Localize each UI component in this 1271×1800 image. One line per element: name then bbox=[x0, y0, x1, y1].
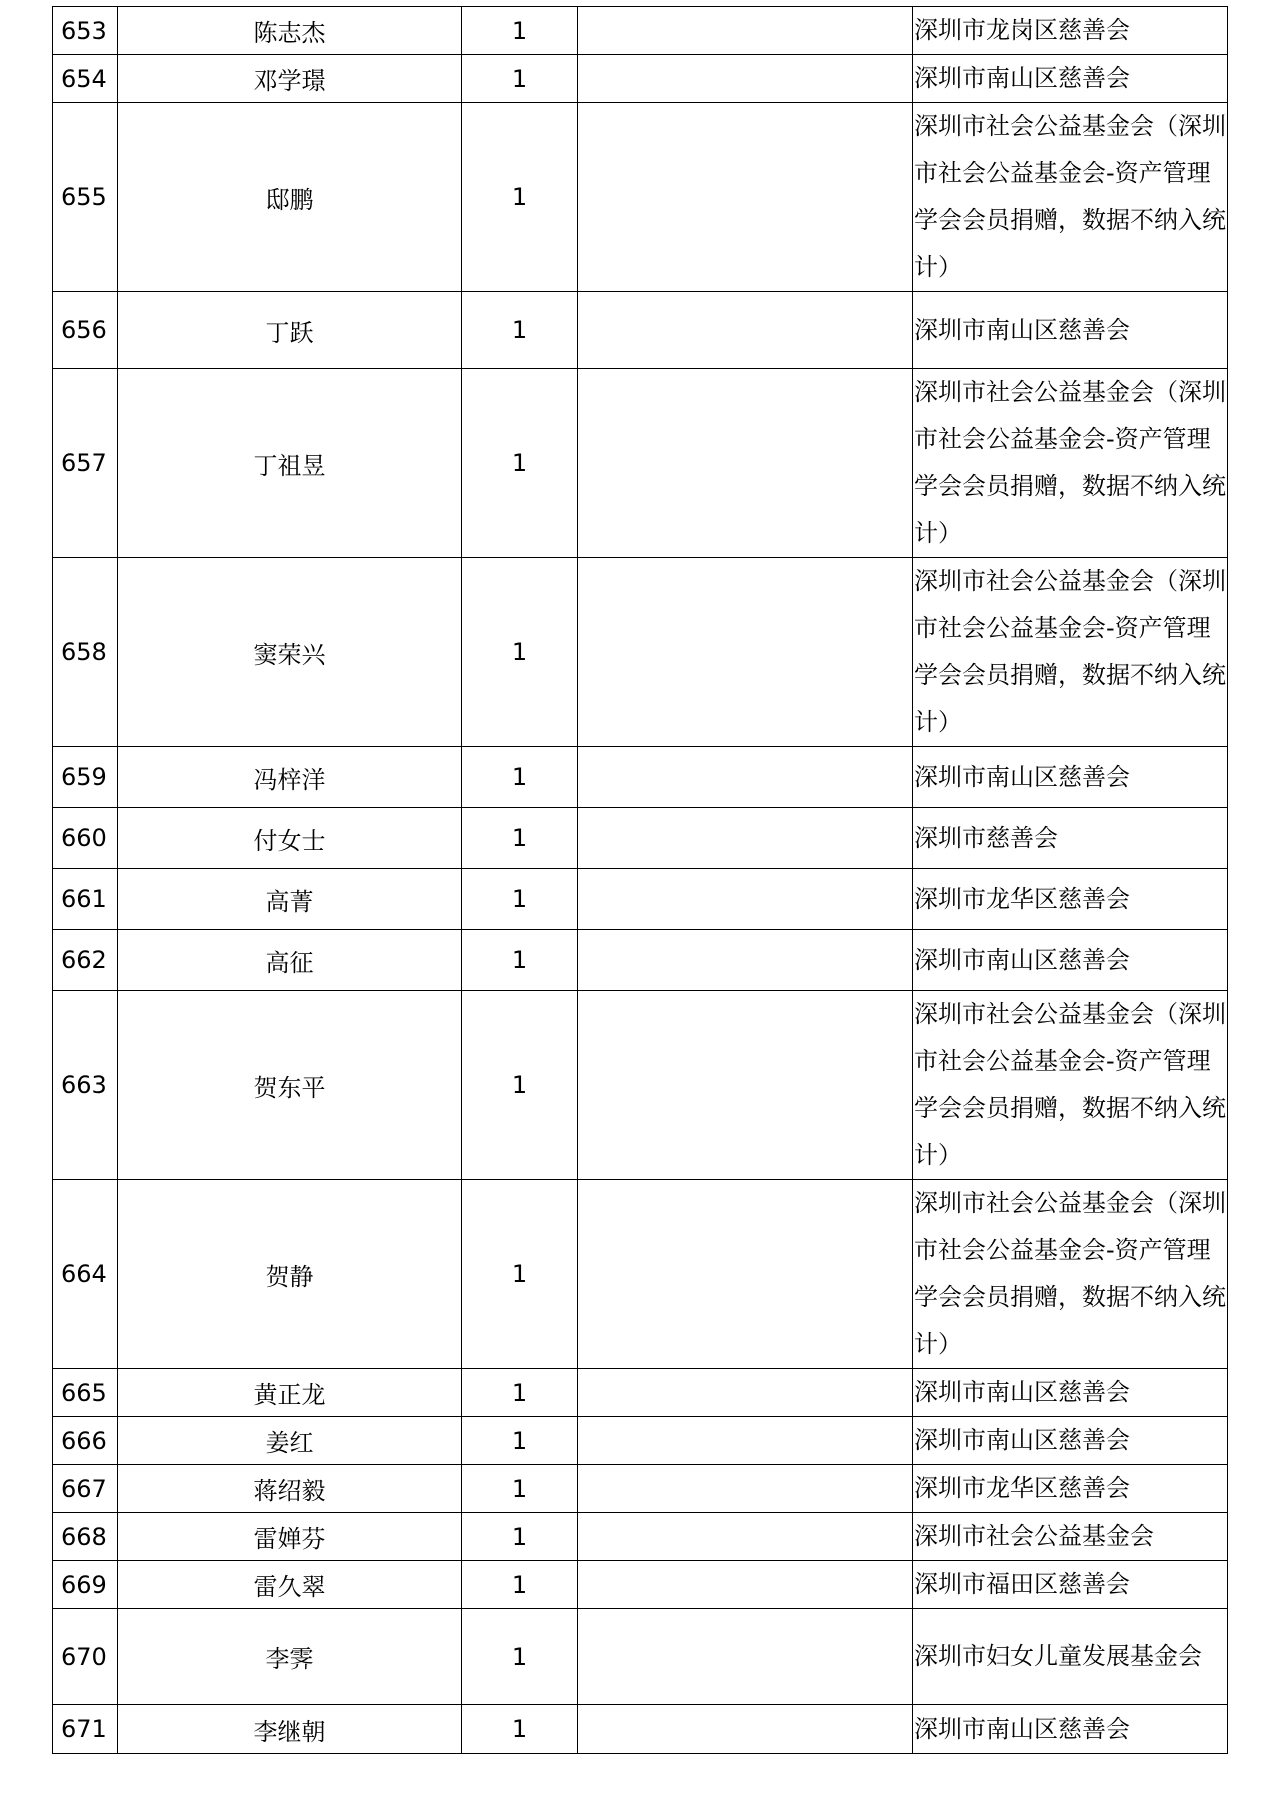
donation-count: 1 bbox=[462, 808, 578, 869]
donation-count: 1 bbox=[462, 1417, 578, 1465]
donor-name: 雷婵芬 bbox=[118, 1513, 462, 1561]
row-number: 659 bbox=[53, 747, 118, 808]
recipient-org: 深圳市社会公益基金会（深圳市社会公益基金会-资产管理学会会员捐赠，数据不纳入统计） bbox=[913, 558, 1228, 747]
table-row bbox=[53, 103, 1228, 292]
donor-name: 贺静 bbox=[118, 1180, 462, 1369]
donation-count: 1 bbox=[462, 558, 578, 747]
donor-name: 陈志杰 bbox=[118, 7, 462, 55]
donation-count: 1 bbox=[462, 1369, 578, 1417]
recipient-org: 深圳市南山区慈善会 bbox=[913, 1417, 1228, 1465]
table-row bbox=[53, 991, 1228, 1180]
table-row bbox=[53, 869, 1228, 930]
recipient-org: 深圳市南山区慈善会 bbox=[913, 55, 1228, 103]
donor-name: 冯梓洋 bbox=[118, 747, 462, 808]
recipient-org: 深圳市社会公益基金会（深圳市社会公益基金会-资产管理学会会员捐赠，数据不纳入统计） bbox=[913, 369, 1228, 558]
empty-cell bbox=[578, 369, 913, 558]
recipient-org: 深圳市龙华区慈善会 bbox=[913, 869, 1228, 930]
empty-cell bbox=[578, 1609, 913, 1705]
donor-name: 姜红 bbox=[118, 1417, 462, 1465]
empty-cell bbox=[578, 747, 913, 808]
table-row bbox=[53, 808, 1228, 869]
donation-count: 1 bbox=[462, 7, 578, 55]
table-row bbox=[53, 292, 1228, 369]
row-number: 661 bbox=[53, 869, 118, 930]
recipient-org: 深圳市南山区慈善会 bbox=[913, 1705, 1228, 1754]
recipient-org: 深圳市福田区慈善会 bbox=[913, 1561, 1228, 1609]
table-row bbox=[53, 1369, 1228, 1417]
empty-cell bbox=[578, 1417, 913, 1465]
donation-count: 1 bbox=[462, 1465, 578, 1513]
row-number: 671 bbox=[53, 1705, 118, 1754]
donor-name: 邓学璟 bbox=[118, 55, 462, 103]
empty-cell bbox=[578, 558, 913, 747]
donation-count: 1 bbox=[462, 869, 578, 930]
recipient-org: 深圳市南山区慈善会 bbox=[913, 930, 1228, 991]
row-number: 663 bbox=[53, 991, 118, 1180]
table-row bbox=[53, 1417, 1228, 1465]
donor-name: 付女士 bbox=[118, 808, 462, 869]
table-row bbox=[53, 1180, 1228, 1369]
recipient-org: 深圳市社会公益基金会 bbox=[913, 1513, 1228, 1561]
table-row bbox=[53, 369, 1228, 558]
empty-cell bbox=[578, 1369, 913, 1417]
donor-name: 邸鹏 bbox=[118, 103, 462, 292]
table-row bbox=[53, 55, 1228, 103]
empty-cell bbox=[578, 808, 913, 869]
row-number: 660 bbox=[53, 808, 118, 869]
empty-cell bbox=[578, 1705, 913, 1754]
donation-count: 1 bbox=[462, 55, 578, 103]
row-number: 666 bbox=[53, 1417, 118, 1465]
donation-count: 1 bbox=[462, 1513, 578, 1561]
row-number: 653 bbox=[53, 7, 118, 55]
recipient-org: 深圳市龙华区慈善会 bbox=[913, 1465, 1228, 1513]
row-number: 655 bbox=[53, 103, 118, 292]
recipient-org: 深圳市妇女儿童发展基金会 bbox=[913, 1609, 1228, 1705]
donor-name: 高征 bbox=[118, 930, 462, 991]
donor-name: 高菁 bbox=[118, 869, 462, 930]
recipient-org: 深圳市南山区慈善会 bbox=[913, 1369, 1228, 1417]
recipient-org: 深圳市龙岗区慈善会 bbox=[913, 7, 1228, 55]
donor-name: 丁祖昱 bbox=[118, 369, 462, 558]
donation-count: 1 bbox=[462, 991, 578, 1180]
table-row bbox=[53, 1609, 1228, 1705]
recipient-org: 深圳市慈善会 bbox=[913, 808, 1228, 869]
donation-count: 1 bbox=[462, 292, 578, 369]
empty-cell bbox=[578, 1513, 913, 1561]
donor-table-body bbox=[53, 7, 1228, 1754]
row-number: 665 bbox=[53, 1369, 118, 1417]
table-row bbox=[53, 930, 1228, 991]
empty-cell bbox=[578, 1465, 913, 1513]
table-row bbox=[53, 1705, 1228, 1754]
recipient-org: 深圳市社会公益基金会（深圳市社会公益基金会-资产管理学会会员捐赠，数据不纳入统计） bbox=[913, 1180, 1228, 1369]
row-number: 662 bbox=[53, 930, 118, 991]
donor-name: 黄正龙 bbox=[118, 1369, 462, 1417]
recipient-org: 深圳市南山区慈善会 bbox=[913, 292, 1228, 369]
recipient-org: 深圳市社会公益基金会（深圳市社会公益基金会-资产管理学会会员捐赠，数据不纳入统计） bbox=[913, 103, 1228, 292]
donation-count: 1 bbox=[462, 1609, 578, 1705]
donation-count: 1 bbox=[462, 1180, 578, 1369]
donor-name: 雷久翠 bbox=[118, 1561, 462, 1609]
table-row bbox=[53, 747, 1228, 808]
donation-count: 1 bbox=[462, 369, 578, 558]
row-number: 670 bbox=[53, 1609, 118, 1705]
donor-name: 丁跃 bbox=[118, 292, 462, 369]
donor-name: 蒋绍毅 bbox=[118, 1465, 462, 1513]
donor-table bbox=[52, 6, 1228, 1754]
empty-cell bbox=[578, 55, 913, 103]
empty-cell bbox=[578, 930, 913, 991]
empty-cell bbox=[578, 991, 913, 1180]
donor-name: 贺东平 bbox=[118, 991, 462, 1180]
empty-cell bbox=[578, 1561, 913, 1609]
row-number: 658 bbox=[53, 558, 118, 747]
donation-count: 1 bbox=[462, 1561, 578, 1609]
table-row bbox=[53, 1513, 1228, 1561]
row-number: 656 bbox=[53, 292, 118, 369]
row-number: 664 bbox=[53, 1180, 118, 1369]
donor-name: 李霁 bbox=[118, 1609, 462, 1705]
empty-cell bbox=[578, 1180, 913, 1369]
table-row bbox=[53, 558, 1228, 747]
donor-name: 窦荣兴 bbox=[118, 558, 462, 747]
donor-name: 李继朝 bbox=[118, 1705, 462, 1754]
table-row bbox=[53, 7, 1228, 55]
donation-count: 1 bbox=[462, 930, 578, 991]
row-number: 657 bbox=[53, 369, 118, 558]
recipient-org: 深圳市社会公益基金会（深圳市社会公益基金会-资产管理学会会员捐赠，数据不纳入统计） bbox=[913, 991, 1228, 1180]
empty-cell bbox=[578, 7, 913, 55]
recipient-org: 深圳市南山区慈善会 bbox=[913, 747, 1228, 808]
empty-cell bbox=[578, 869, 913, 930]
table-row bbox=[53, 1465, 1228, 1513]
empty-cell bbox=[578, 103, 913, 292]
donation-count: 1 bbox=[462, 103, 578, 292]
donation-count: 1 bbox=[462, 747, 578, 808]
row-number: 667 bbox=[53, 1465, 118, 1513]
donation-count: 1 bbox=[462, 1705, 578, 1754]
table-row bbox=[53, 1561, 1228, 1609]
row-number: 654 bbox=[53, 55, 118, 103]
row-number: 669 bbox=[53, 1561, 118, 1609]
row-number: 668 bbox=[53, 1513, 118, 1561]
empty-cell bbox=[578, 292, 913, 369]
